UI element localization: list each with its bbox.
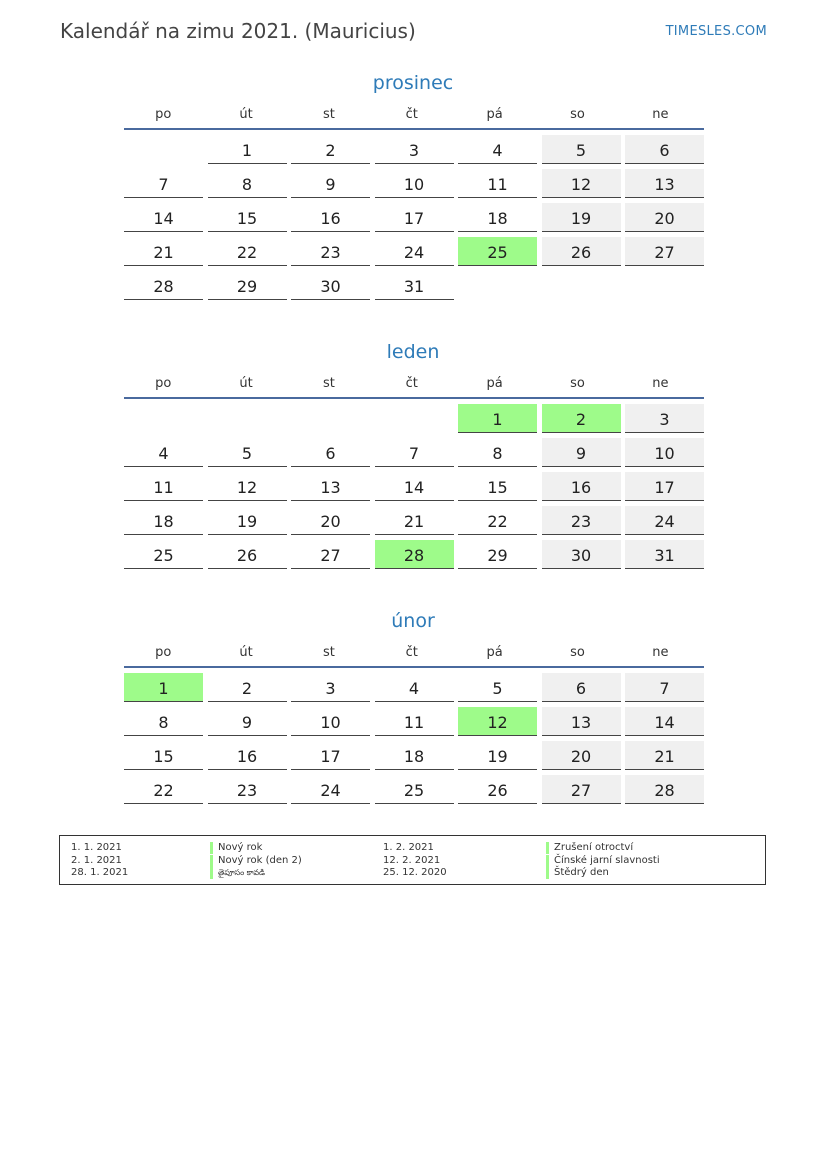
- day-cell: 7: [375, 438, 454, 467]
- day-cell: 9: [542, 438, 621, 467]
- month-december: [124, 68, 704, 300]
- day-cell: 26: [542, 237, 621, 266]
- weekday-label: ne: [652, 107, 669, 122]
- weekday-label: út: [239, 376, 253, 391]
- day-cell: 7: [124, 169, 203, 198]
- weekday-label: st: [322, 376, 335, 391]
- day-cell: 17: [291, 741, 370, 770]
- day-cell: 25: [124, 540, 203, 569]
- weekday-label: út: [239, 107, 253, 122]
- day-cell: 13: [291, 472, 370, 501]
- day-cell: 16: [542, 472, 621, 501]
- day-cell: 21: [375, 506, 454, 535]
- empty-cell: [291, 404, 370, 433]
- holiday-day-cell: 1: [124, 673, 203, 702]
- day-cell: 6: [291, 438, 370, 467]
- empty-cell: [375, 404, 454, 433]
- month-name: leden: [386, 341, 440, 363]
- site-link[interactable]: TIMESLES.COM: [665, 24, 767, 39]
- weekday-label: st: [322, 107, 335, 122]
- day-cell: 31: [625, 540, 704, 569]
- weekday-label: po: [155, 376, 172, 391]
- weekday-label: čt: [405, 376, 418, 391]
- weekday-label: st: [322, 645, 335, 660]
- day-cell: 29: [208, 271, 287, 300]
- day-cell: 18: [124, 506, 203, 535]
- day-cell: 7: [625, 673, 704, 702]
- weekday-label: čt: [405, 107, 418, 122]
- day-cell: 6: [542, 673, 621, 702]
- day-cell: 23: [542, 506, 621, 535]
- month-january: [124, 337, 704, 569]
- empty-cell: [124, 404, 203, 433]
- weekday-label: út: [239, 645, 253, 660]
- month-name: prosinec: [372, 72, 454, 94]
- day-cell: 24: [625, 506, 704, 535]
- day-cell: 11: [458, 169, 537, 198]
- legend-date: 2. 1. 2021: [71, 854, 122, 866]
- day-cell: 23: [291, 237, 370, 266]
- day-cell: 10: [291, 707, 370, 736]
- day-cell: 14: [625, 707, 704, 736]
- day-cell: 6: [625, 135, 704, 164]
- day-cell: 19: [542, 203, 621, 232]
- day-cell: 15: [458, 472, 537, 501]
- day-cell: 11: [375, 707, 454, 736]
- day-cell: 13: [625, 169, 704, 198]
- day-cell: 28: [124, 271, 203, 300]
- legend-date: 12. 2. 2021: [383, 854, 441, 866]
- day-cell: 22: [208, 237, 287, 266]
- day-cell: 24: [375, 237, 454, 266]
- day-cell: 19: [208, 506, 287, 535]
- weekday-label: čt: [405, 645, 418, 660]
- day-cell: 10: [625, 438, 704, 467]
- day-cell: 21: [124, 237, 203, 266]
- month-name: únor: [391, 610, 435, 632]
- weekday-label: ne: [652, 645, 669, 660]
- day-cell: 31: [375, 271, 454, 300]
- weekday-label: so: [570, 107, 585, 122]
- day-cell: 20: [291, 506, 370, 535]
- weekday-label: po: [155, 645, 172, 660]
- legend-holiday-name: Štědrý den: [546, 867, 609, 879]
- day-cell: 26: [458, 775, 537, 804]
- legend-date: 25. 12. 2020: [383, 867, 447, 878]
- day-cell: 4: [124, 438, 203, 467]
- page-title: Kalendář na zimu 2021. (Mauricius): [60, 19, 416, 43]
- day-cell: 14: [375, 472, 454, 501]
- day-cell: 27: [542, 775, 621, 804]
- day-cell: 9: [291, 169, 370, 198]
- day-grid: [124, 668, 704, 804]
- holiday-legend: [59, 835, 766, 885]
- day-cell: 4: [458, 135, 537, 164]
- legend-holiday-name: తైపూసం కావడి: [210, 867, 265, 879]
- day-cell: 22: [458, 506, 537, 535]
- day-cell: 5: [542, 135, 621, 164]
- day-cell: 5: [458, 673, 537, 702]
- day-cell: 8: [458, 438, 537, 467]
- day-grid: [124, 130, 704, 300]
- weekday-header: [124, 367, 704, 399]
- day-cell: 4: [375, 673, 454, 702]
- day-cell: 30: [542, 540, 621, 569]
- day-cell: 30: [291, 271, 370, 300]
- day-cell: 18: [375, 741, 454, 770]
- day-cell: 8: [208, 169, 287, 198]
- day-cell: 12: [208, 472, 287, 501]
- day-cell: 27: [625, 237, 704, 266]
- legend-date: 28. 1. 2021: [71, 867, 129, 878]
- holiday-day-cell: 12: [458, 707, 537, 736]
- holiday-day-cell: 1: [458, 404, 537, 433]
- weekday-label: pá: [486, 645, 503, 660]
- day-cell: 10: [375, 169, 454, 198]
- day-cell: 12: [542, 169, 621, 198]
- day-cell: 22: [124, 775, 203, 804]
- weekday-header: [124, 636, 704, 668]
- day-cell: 14: [124, 203, 203, 232]
- weekday-label: ne: [652, 376, 669, 391]
- legend-holiday-name: Čínské jarní slavnosti: [546, 855, 660, 867]
- day-cell: 8: [124, 707, 203, 736]
- holiday-day-cell: 28: [375, 540, 454, 569]
- day-cell: 26: [208, 540, 287, 569]
- legend-date: 1. 1. 2021: [71, 842, 122, 853]
- day-cell: 29: [458, 540, 537, 569]
- empty-cell: [124, 135, 203, 164]
- weekday-label: pá: [486, 376, 503, 391]
- legend-date: 1. 2. 2021: [383, 842, 434, 853]
- day-cell: 23: [208, 775, 287, 804]
- day-cell: 3: [625, 404, 704, 433]
- day-cell: 28: [625, 775, 704, 804]
- day-cell: 18: [458, 203, 537, 232]
- legend-holiday-name: Nový rok (den 2): [210, 855, 302, 867]
- day-cell: 9: [208, 707, 287, 736]
- day-grid: [124, 399, 704, 569]
- day-cell: 3: [291, 673, 370, 702]
- empty-cell: [208, 404, 287, 433]
- weekday-label: po: [155, 107, 172, 122]
- legend-holiday-name: Zrušení otroctví: [546, 842, 633, 854]
- day-cell: 17: [625, 472, 704, 501]
- weekday-label: so: [570, 376, 585, 391]
- legend-holiday-name: Nový rok: [210, 842, 262, 854]
- day-cell: 15: [208, 203, 287, 232]
- day-cell: 27: [291, 540, 370, 569]
- day-cell: 21: [625, 741, 704, 770]
- day-cell: 16: [291, 203, 370, 232]
- weekday-label: so: [570, 645, 585, 660]
- day-cell: 20: [542, 741, 621, 770]
- day-cell: 3: [375, 135, 454, 164]
- day-cell: 15: [124, 741, 203, 770]
- day-cell: 13: [542, 707, 621, 736]
- holiday-day-cell: 25: [458, 237, 537, 266]
- day-cell: 2: [208, 673, 287, 702]
- weekday-label: pá: [486, 107, 503, 122]
- day-cell: 19: [458, 741, 537, 770]
- holiday-day-cell: 2: [542, 404, 621, 433]
- day-cell: 1: [208, 135, 287, 164]
- day-cell: 16: [208, 741, 287, 770]
- day-cell: 2: [291, 135, 370, 164]
- day-cell: 20: [625, 203, 704, 232]
- day-cell: 17: [375, 203, 454, 232]
- day-cell: 24: [291, 775, 370, 804]
- day-cell: 11: [124, 472, 203, 501]
- day-cell: 25: [375, 775, 454, 804]
- weekday-header: [124, 98, 704, 130]
- day-cell: 5: [208, 438, 287, 467]
- month-february: [124, 606, 704, 804]
